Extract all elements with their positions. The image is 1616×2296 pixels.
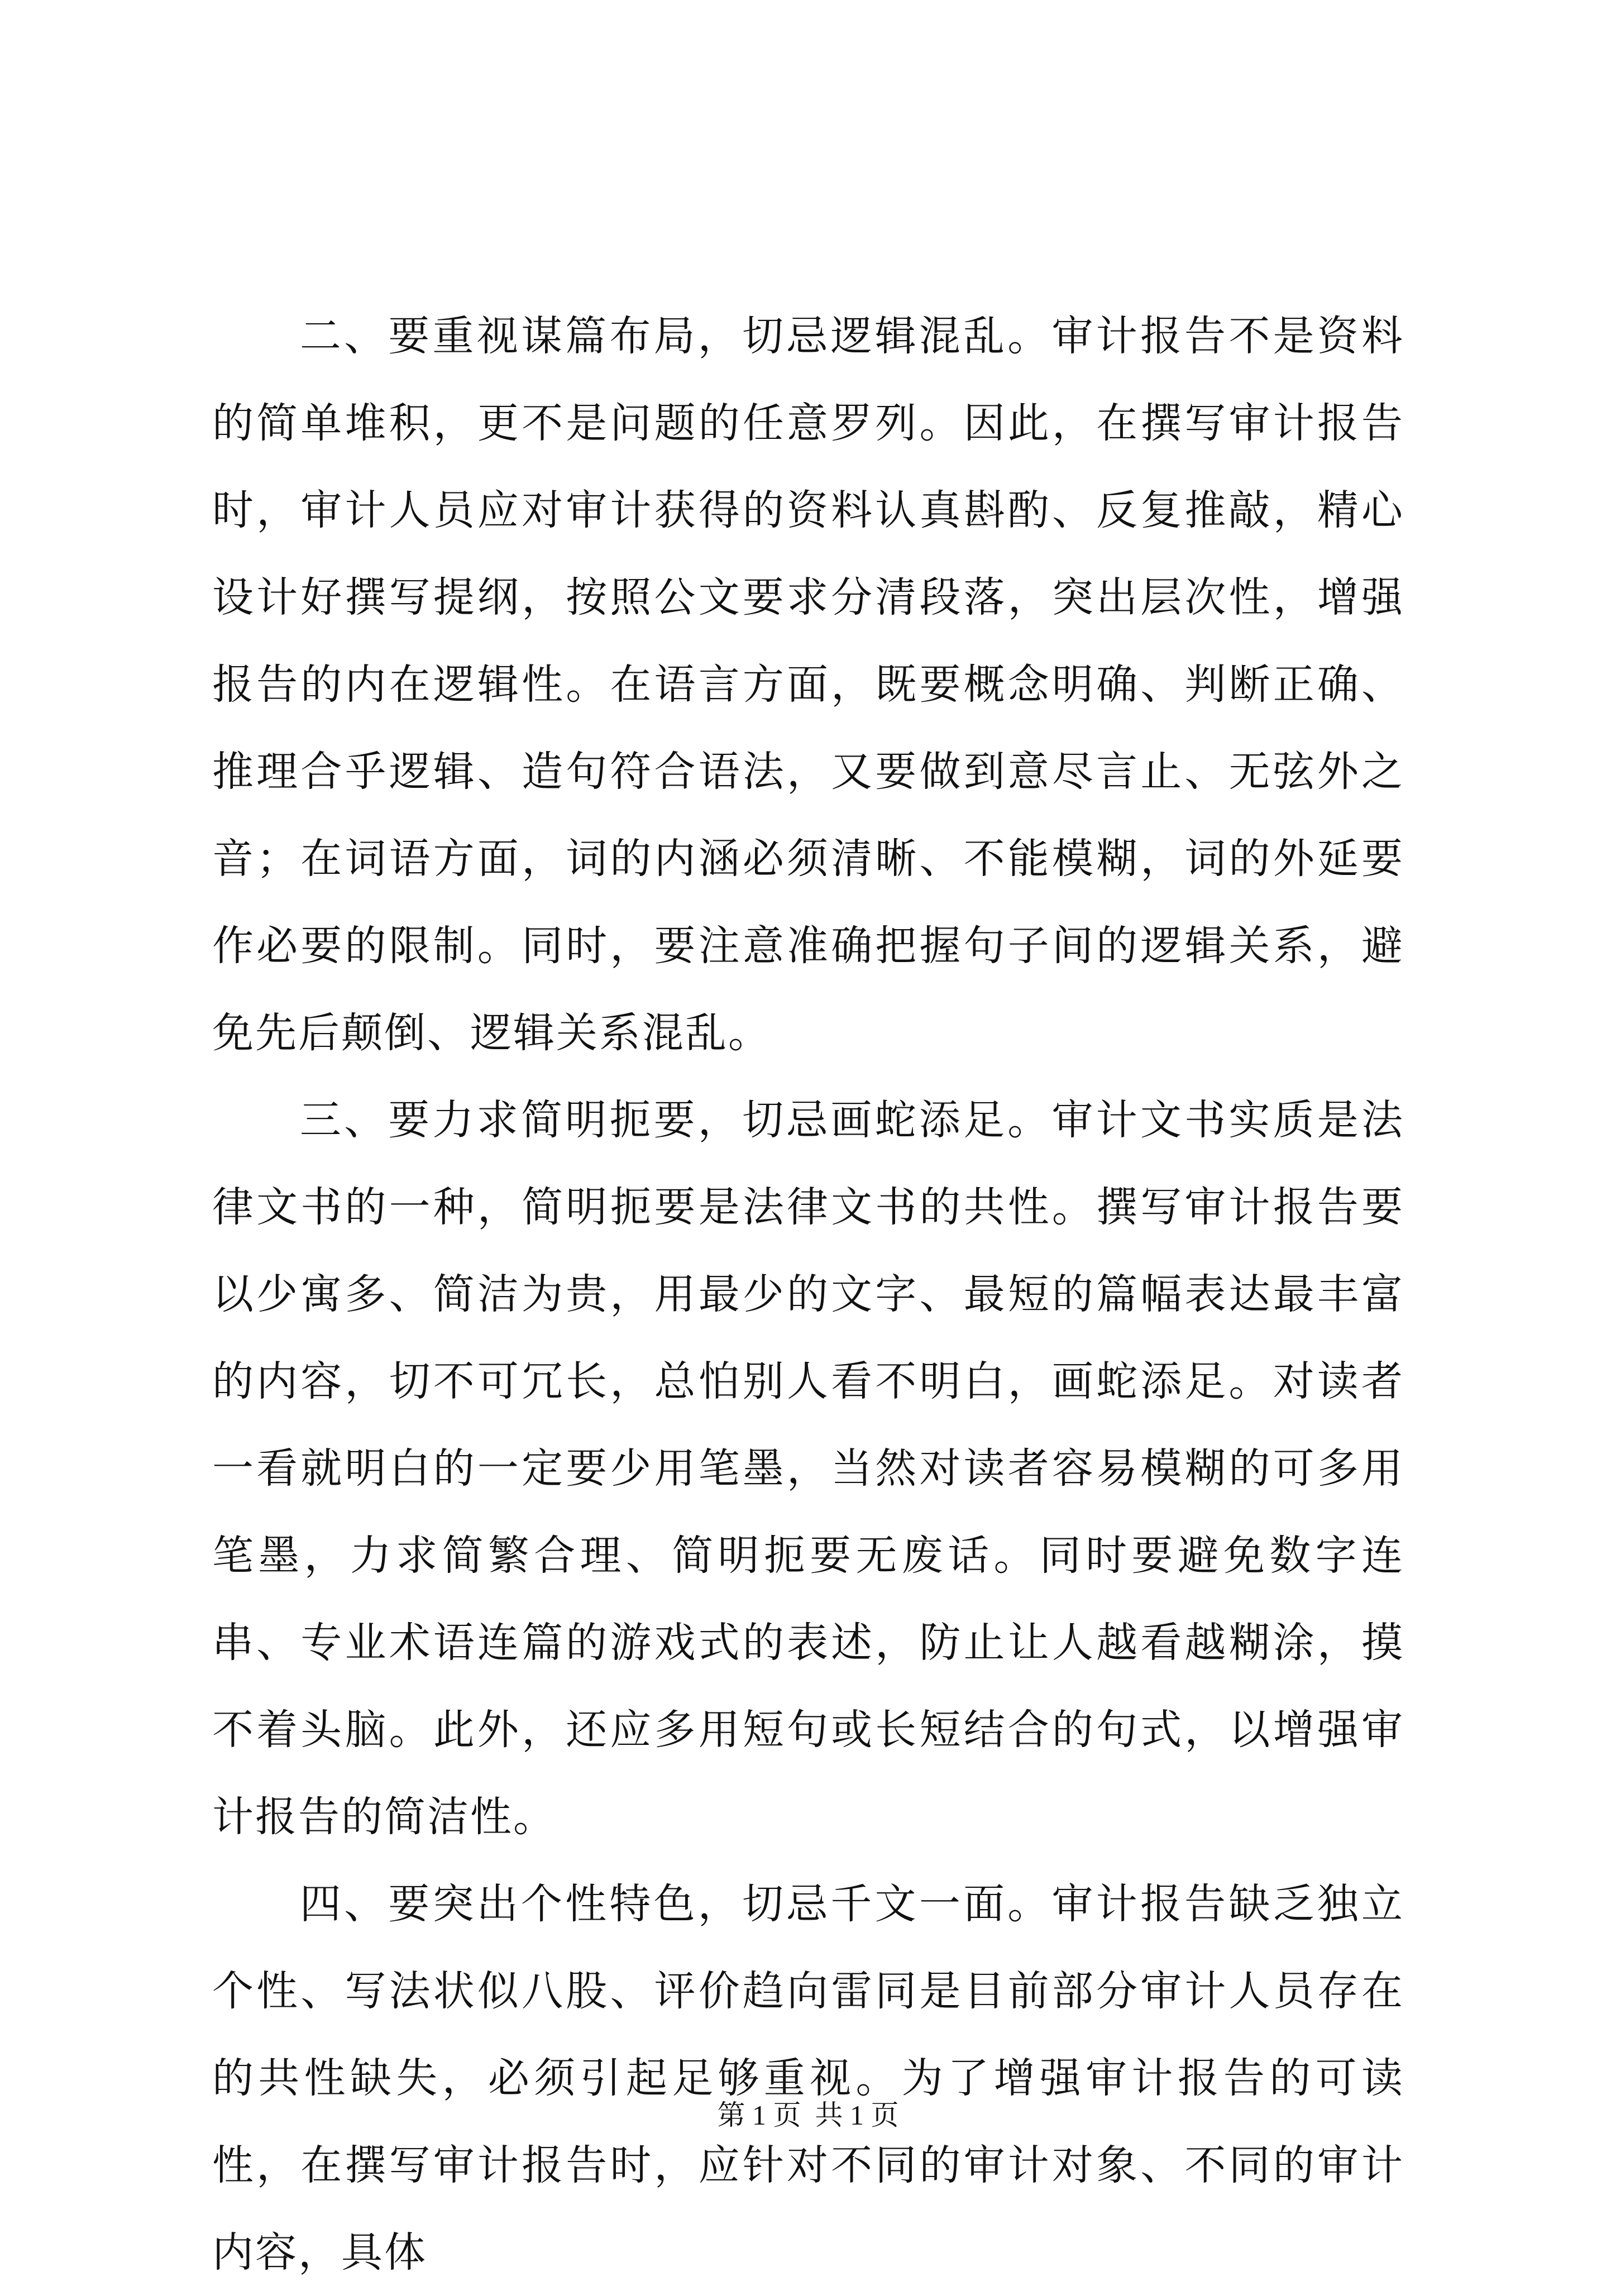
document-body	[212, 293, 1404, 2296]
paragraph-2: 二、要重视谋篇布局，切忌逻辑混乱。审计报告不是资料的简单堆积，更不是问题的任意罗列。因此，在撰写审计报告时，审计人员应对审计获得的资料认真斟酌、反复推敲，精心设计好撰写提纲，按照公文要求分清段落，突出层次性，增强报告的内在逻辑性。在语言方面，既要概念明确、判断正确、推理合乎逻辑、造句符合语法，又要做到意尽言止、无弦外之音；在词语方面，词的内涵必须清晰、不能模糊，词的外延要作必要的限制。同时，要注意准确把握句子间的逻辑关系，避免先后颠倒、逻辑关系混乱。	[212, 312, 1404, 1057]
paragraph-4: 四、要突出个性特色，切忌千文一面。审计报告缺乏独立个性、写法状似八股、评价趋向雷同是目前部分审计人员存在的共性缺失，必须引起足够重视。为了增强审计报告的可读性，在撰写审计报告时，应针对不同的审计对象、不同的审计内容，具体	[212, 1880, 1404, 2276]
page-number: 第 1 页 共 1 页	[717, 2099, 899, 2131]
page-footer	[0, 2098, 1616, 2132]
paragraph-3: 三、要力求简明扼要，切忌画蛇添足。审计文书实质是法律文书的一种，简明扼要是法律文书的共性。撰写审计报告要以少寓多、简洁为贵，用最少的文字、最短的篇幅表达最丰富的内容，切不可冗长，总怕别人看不明白，画蛇添足。对读者一看就明白的一定要少用笔墨，当然对读者容易模糊的可多用笔墨，力求简繁合理、简明扼要无废话。同时要避免数字连串、专业术语连篇的游戏式的表述，防止让人越看越糊涂，摸不着头脑。此外，还应多用短句或长短结合的句式，以增强审计报告的简洁性。	[212, 1096, 1404, 1841]
